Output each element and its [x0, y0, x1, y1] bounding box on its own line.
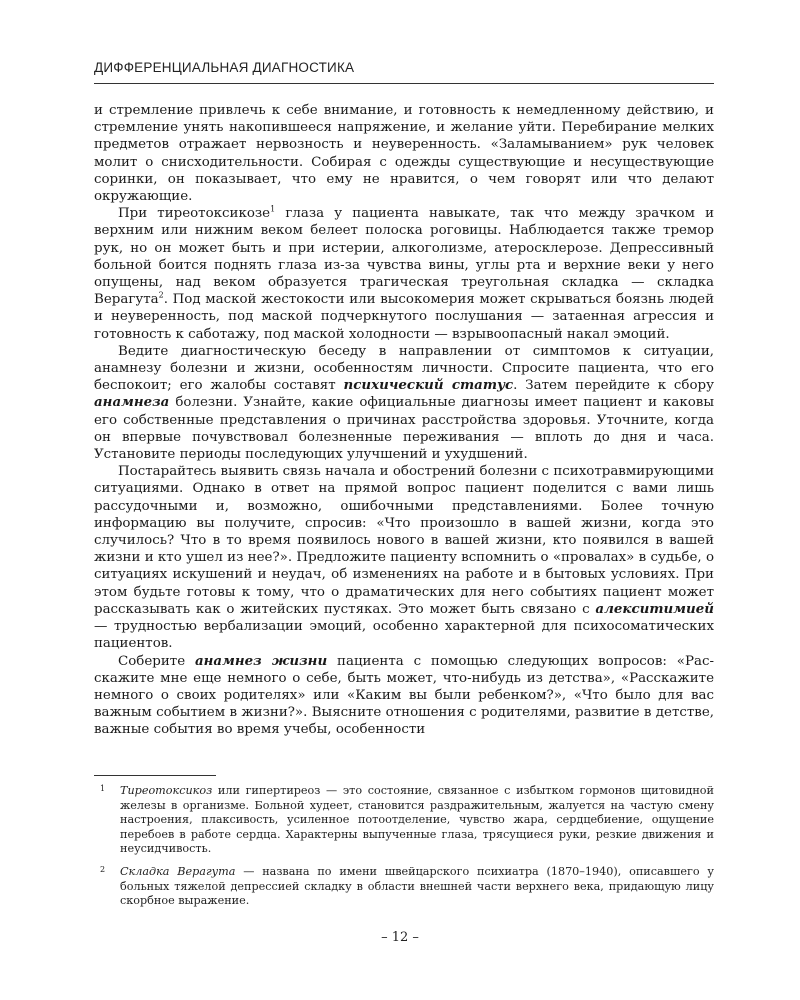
paragraph-4-part-b: — трудностью вербализации эмоций, особенно характерной для психосоматических пациентов.: [94, 619, 714, 652]
term-alexithymia: алекситимией: [595, 600, 714, 617]
term-mental-status: психический статус: [343, 377, 514, 394]
paragraph-3-part-c: болезни. Узнайте, какие официальные диагнозы имеет пациент и каковы его собственные представления о причинах расстройства здоровья. Уточните, когда он впервые почувствовал болезненные переживания — вплоть до дня и часа. Установите периоды последующих улучшений и ухудшений.: [94, 395, 714, 463]
paragraph-3-part-a: Ведите диагностическую беседу в направлении от симптомов к ситуации, анамнезу болезни и жизни, особенностям личности. Спросите пациента, что его беспокоит; его жалобы составят: [94, 343, 714, 394]
paragraph-4-part-a: Постарайтесь выявить связь начала и обострений болезни с психотравмирующими ситуациями. Однако в ответ на прямой вопрос пациент поделится с вами лишь рассудочными и, возможно, ошибочными представлениями. Более точную информацию вы получите, спросив: «Что произошло в вашей жизни, когда это случилось? Что в то время появилось нового в вашей жизни, кто появился в вашей жизни и кто ушел из нее?». Предложите пациенту вспомнить о «провалах» в судьбе, о ситуациях искушений и неудач, об изменениях на работе и в бытовых условиях. При этом будьте готовы к тому, что о драматических для него событиях пациент может рассказывать как о житейских пустяках. Это может быть связано с: [94, 464, 714, 617]
paragraph-1: и стремление привлечь к себе внимание, и готовность к немедленному действию, и стремление унять накопившееся напряжение, и желание уйти. Перебирание мелких предметов отражает нервозность и неуверенность. «Заламыванием» рук человек молит о снисходительности. Собирая с одежды существующие и несуществующие соринки, он показывает, что ему не нравится, о чем говорят или что делают окружающие.: [94, 103, 714, 205]
paragraph-2: [94, 205, 714, 343]
paragraph-2-part-b: глаза у пациента навыкате, так что между зрачком и верхним или нижним веком белеет полоска роговицы. Наблюдается также тремор рук, но он может быть и при истерии, алкоголизме, атеросклерозе. Депрессивный больной боится поднять глаза из-за чувства вины, углы рта и верхние веки у него опущены, над веком образуется трагическая треугольная складка — складка Верагута: [94, 206, 714, 308]
footnote-2-term: Складка Верагута: [120, 864, 236, 878]
running-head: ДИФФЕРЕНЦИАЛЬНАЯ ДИАГНОСТИКА: [94, 60, 355, 75]
footnote-ref-2: 2: [158, 290, 164, 300]
paragraph-5: [94, 653, 714, 739]
paragraph-3: [94, 343, 714, 463]
footnote-1-term: Тиреотоксикоз: [120, 784, 213, 797]
paragraph-4: [94, 463, 714, 652]
footnote-2-text: — названа по имени швейцарского психиатра (1870–1940), описавшего у больных тяжелой депрессией складку в области внешней части верхнего века, придающую лицу скорбное выражение.: [120, 864, 714, 908]
footnote-1-number: 1: [100, 784, 106, 793]
paragraph-5-part-b: пациента с помощью следующих вопросов: «Расскажите мне еще немного о себе, быть может, что-нибудь из детства», «Расскажите немного о своих родителях» или «Каким вы были ребенком?», «Что было для вас важным событием в жизни?». Выясните отношения с родителями, развитие в детстве, важные события во время учебы, особенности: [94, 653, 714, 738]
term-anamnesis: анамнеза: [94, 394, 170, 411]
footnote-2: [94, 865, 714, 909]
footnote-1-text: или гипертиреоз — это состояние, связанное с избытком гормонов щитовидной железы в организме. Больной худеет, становится раздражительным, жалуется на частую смену настроения, плаксивость, усиленное потоотделение, чувство жара, сердцебиение, ощущение перебоев в работе сердца. Характерны выпученные глаза, трясущиеся руки, резкие движения и неусидчивость.: [120, 784, 714, 856]
footnote-2-number: 2: [100, 864, 106, 874]
footnote-1: [94, 784, 714, 857]
paragraph-2-part-c: . Под маской жестокости или высокомерия может скрываться боязнь людей и неуверенность, под маской подчеркнутого послушания — затаенная агрессия и готовность к саботажу, под маской холодности — взрывоопасный накал эмоций.: [94, 292, 714, 342]
paragraph-2-part-a: При тиреотоксикозе: [118, 206, 271, 222]
footnotes: [94, 784, 714, 917]
footnote-rule: [94, 775, 216, 776]
term-life-anamnesis: анамнез жизни: [194, 652, 328, 669]
paragraph-3-part-b: . Затем перейдите к сбору: [513, 378, 715, 394]
footnote-ref-1: 1: [270, 204, 276, 214]
page-number: – 12 –: [381, 930, 419, 945]
main-text: [94, 102, 714, 739]
paragraph-5-part-a: Соберите: [118, 653, 195, 669]
header-rule: [94, 83, 714, 84]
